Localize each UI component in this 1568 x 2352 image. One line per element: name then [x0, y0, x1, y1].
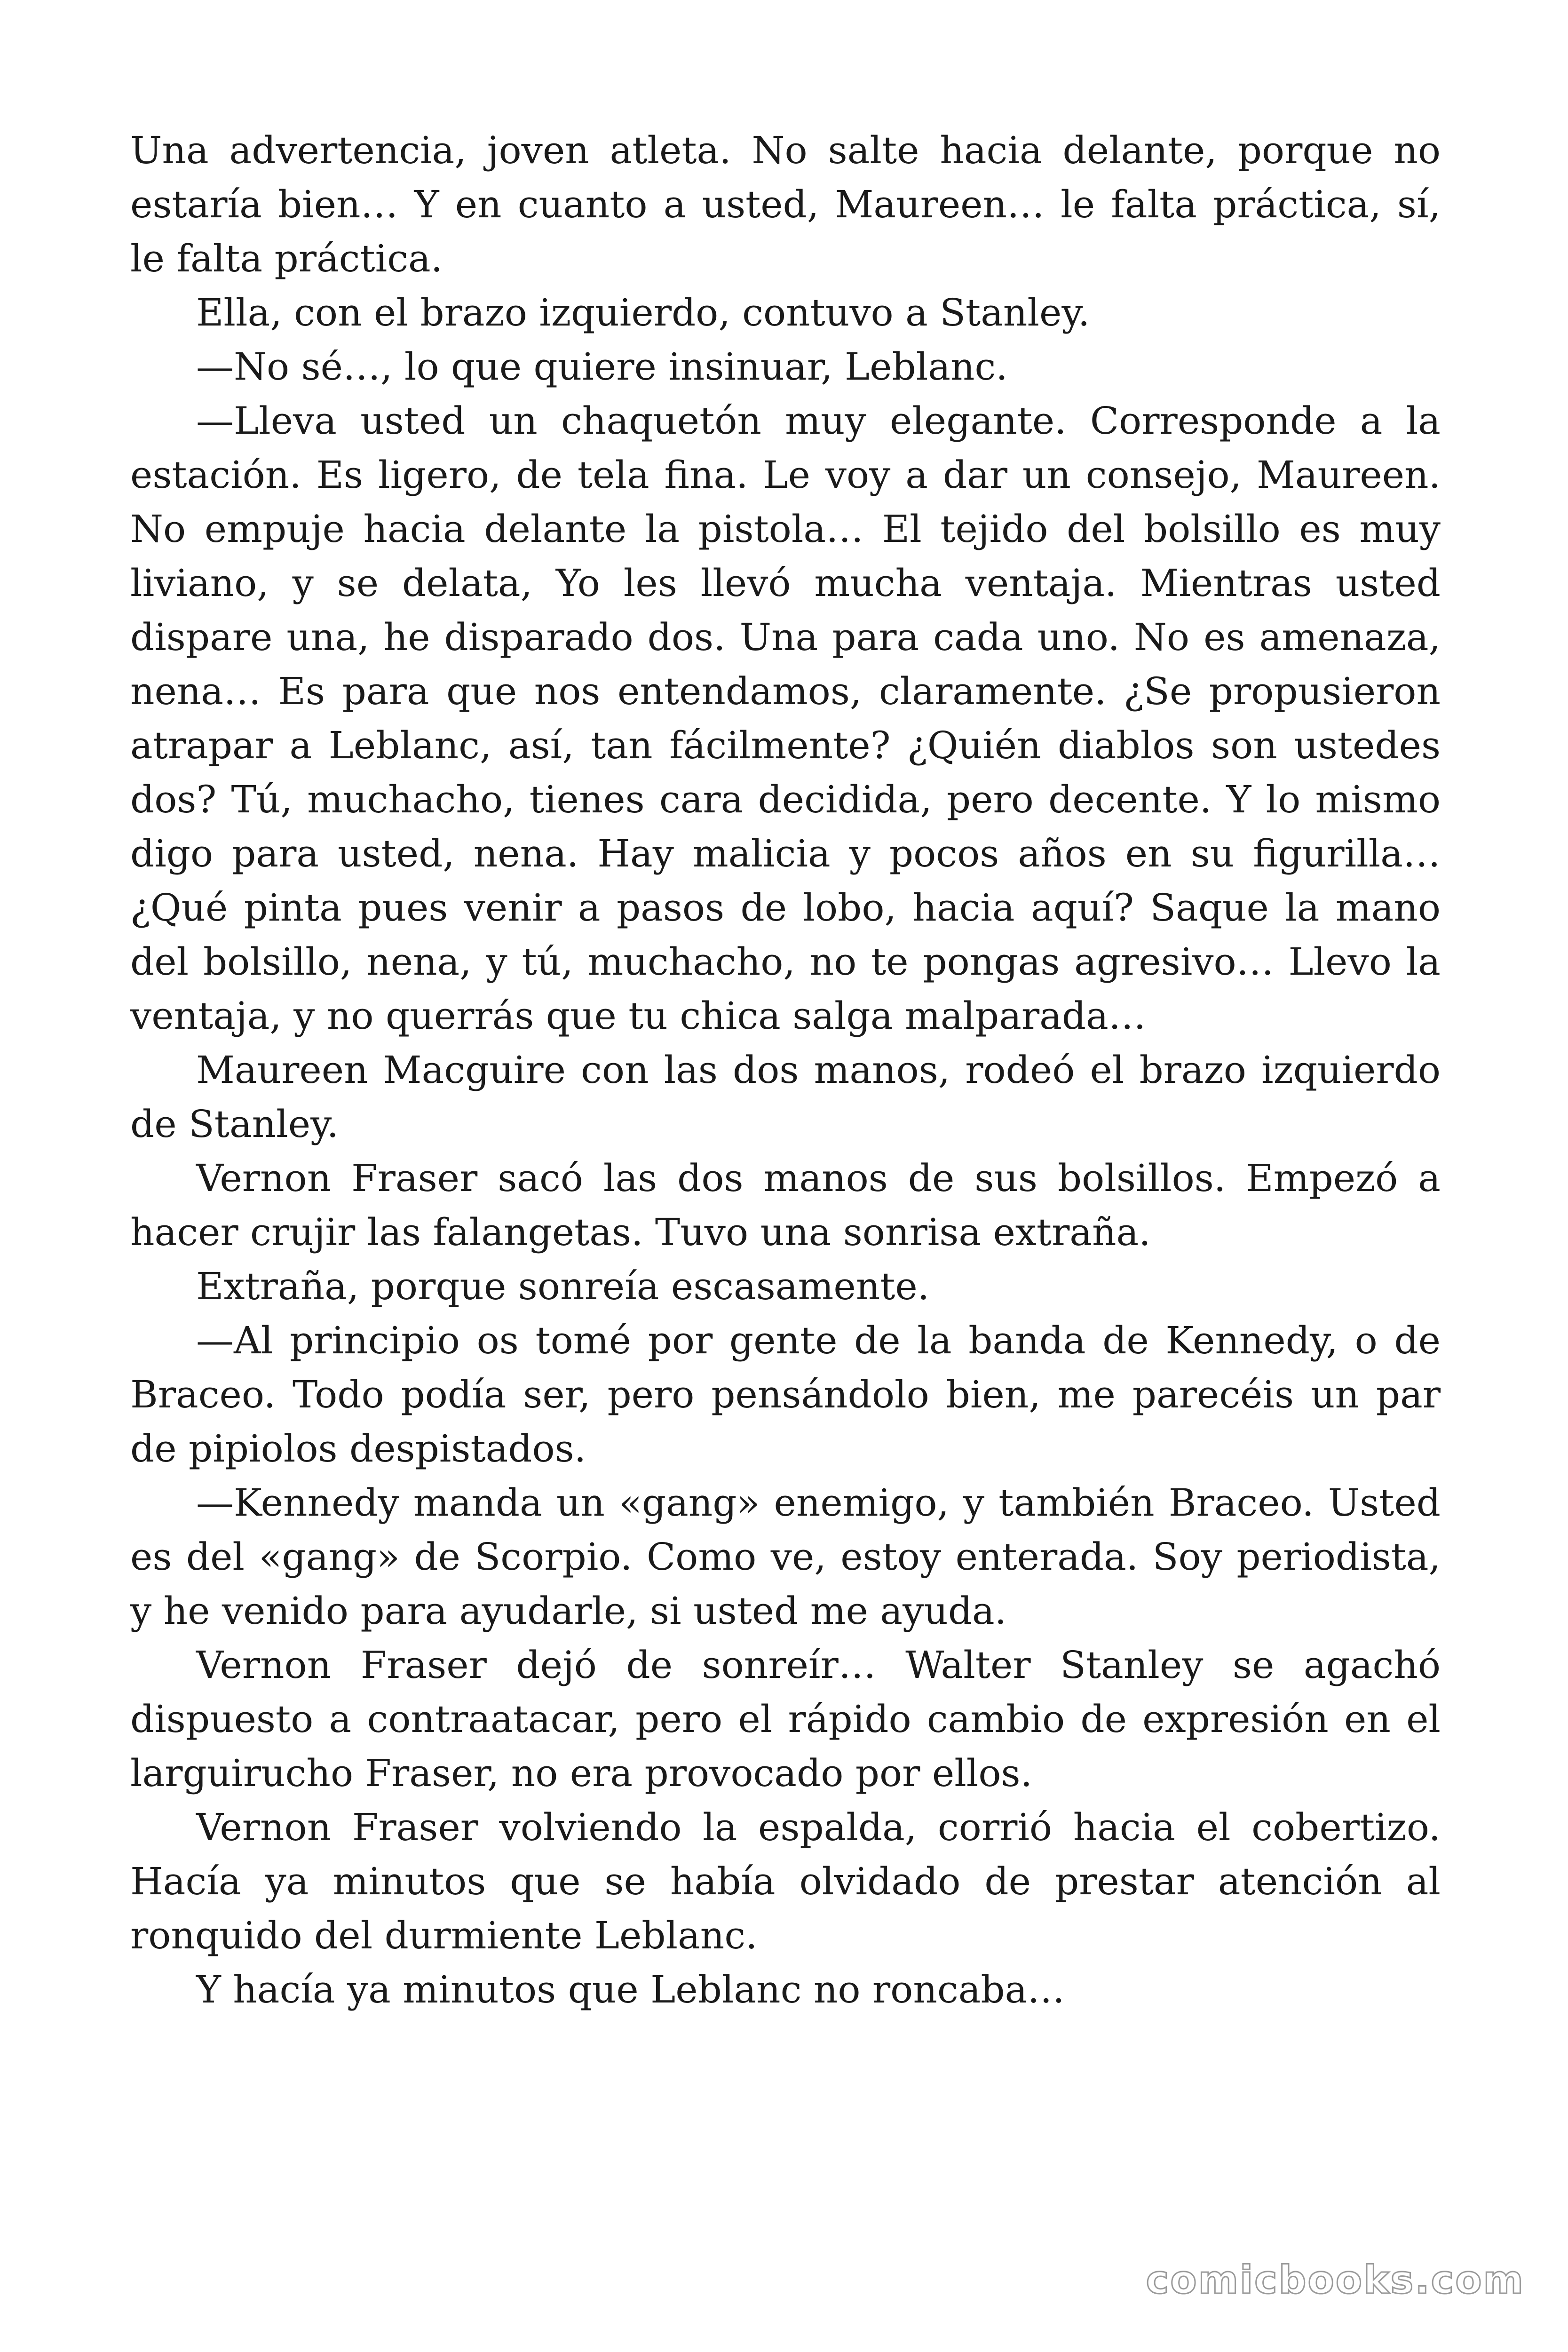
paragraph: Ella, con el brazo izquierdo, contuvo a Stanley. — [196, 291, 1090, 334]
paragraph: —No sé…, lo que quiere insinuar, Leblanc. — [196, 345, 1008, 389]
paragraph: Vernon Fraser sacó las dos manos de sus bolsillos. Empezó a hacer crujir las falangetas. Tuvo una sonrisa extraña. — [130, 1156, 1441, 1254]
paragraph: —Kennedy manda un «gang» enemigo, y también Braceo. Usted es del «gang» de Scorpio. Como ve, estoy enterada. Soy periodista, y he venido para ayudarle, si usted me ayuda. — [130, 1481, 1441, 1633]
paragraph: Vernon Fraser volviendo la espalda, corrió hacia el cobertizo. Hacía ya minutos que se había olvidado de prestar atención al ronquido del durmiente Leblanc. — [130, 1805, 1441, 1957]
paragraph: Extraña, porque sonreía escasamente. — [196, 1264, 930, 1308]
paragraph: —Al principio os tomé por gente de la banda de Kennedy, o de Braceo. Todo podía ser, pero pensándolo bien, me parecéis un par de pipiolos despistados. — [130, 1319, 1441, 1470]
paragraph: Y hacía ya minutos que Leblanc no roncaba… — [196, 1968, 1065, 2011]
watermark: comicbooks.com — [1146, 2258, 1525, 2303]
paragraph: —Lleva usted un chaquetón muy elegante. Corresponde a la estación. Es ligero, de tela fina. Le voy a dar un consejo, Maureen. No empuje hacia delante la pistola… El tejido del bolsillo es muy liviano, y se delata, Yo les llevó mucha ventaja. Mientras usted dispare una, he disparado dos. Una para cada uno. No es amenaza, nena… Es para que nos entendamos, claramente. ¿Se propusieron atrapar a Leblanc, así, tan fácilmente? ¿Quién diablos son ustedes dos? Tú, muchacho, tienes cara decidida, pero decente. Y lo mismo digo para usted, nena. Hay malicia y pocos años en su figurilla… ¿Qué pinta pues venir a pasos de lobo, hacia aquí? Saque la mano del bolsillo, nena, y tú, muchacho, no te pongas agresivo… Llevo la ventaja, y no querrás que tu chica salga malparada… — [130, 399, 1441, 1038]
paragraph: Vernon Fraser dejó de sonreír… Walter Stanley se agachó dispuesto a contraatacar, pero el rápido cambio de expresión en el larguirucho Fraser, no era provocado por ellos. — [130, 1643, 1441, 1795]
paragraph: Maureen Macguire con las dos manos, rodeó el brazo izquierdo de Stanley. — [130, 1048, 1441, 1146]
body-text — [130, 123, 1441, 2017]
paragraph: Una advertencia, joven atleta. No salte hacia delante, porque no estaría bien… Y en cuanto a usted, Maureen… le falta práctica, sí, le falta práctica. — [130, 128, 1441, 280]
